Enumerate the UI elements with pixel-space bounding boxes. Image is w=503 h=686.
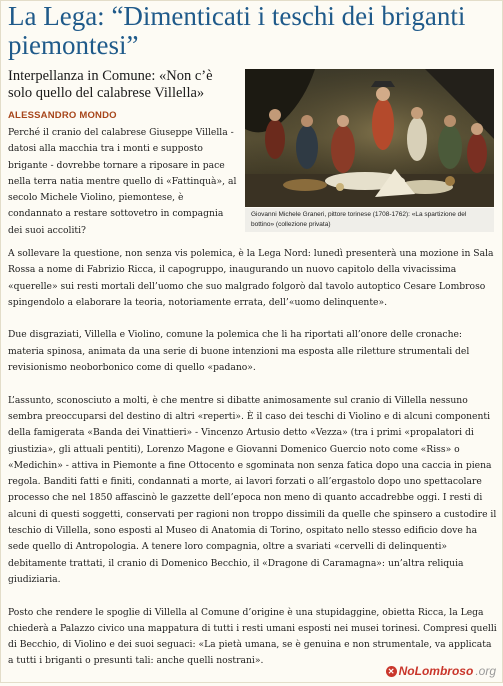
watermark-logo-icon: ✕ <box>386 666 397 677</box>
site-watermark <box>386 664 496 678</box>
body-paragraph: L’assunto, sconosciuto a molti, è che mentre si dibatte animosamente sul cranio di Villella nessuno sembra preoccuparsi del destino di altri «reperti». È il caso dei teschi di Violino e di alcuni componenti della famigerata «Banda dei Vinattieri» - Vincenzo Artusio detto «Vezza» (tra i primi «propalatori di giustizia», gli attuali pentiti), Lorenzo Magone e Giovanni Domenico Guercio noto come «Riss» o «Medichin» - attiva in Piemonte a fine Ottocento e sgominata non senza fatica dopo una caccia in piena regola. Banditi fatti e finiti, condannati a morte, ai lavori forzati o all’ergastolo dopo uno spettacolare processo che nel 1850 affascinò le gazzette dell’epoca non meno di quanto accadrebbe oggi. I resti di alcuni di questi soggetti, conservati per ragioni non troppo dissimili da quelle che spinsero a custodire il teschio di Villella, sono esposti al Museo di Anatomia di Torino, ospitato nello stesso edificio dove ha sede quello di Antropologia. A tenere loro compagnia, oltre a svariati «cervelli di delinquenti» debitamente trattati, il cranio di Domenico Becchio, il «Dragone di Caramagna»: un’altra reliquia giudiziaria. <box>8 394 497 585</box>
article-subtitle: Interpellanza in Comune: «Non c’è solo quello del calabrese Villella» <box>8 68 213 101</box>
body-paragraph: Posto che rendere le spoglie di Villella al Comune d’origine è una stupidaggine, obietta Ricca, la Lega chiederà a Palazzo civico una mappatura di tutti i resti umani esposti nei musei torinesi. Compresi quelli di Becchio, di Violino e dei suoi seguaci: «La pietà umana, se è genuina e non strumentale, va applicata a tutti i briganti o presunti tali: anche quelli nostrani». <box>8 606 497 667</box>
painting-image <box>245 69 494 207</box>
article-title: La Lega: “Dimenticati i teschi dei briganti piemontesi” <box>8 1 466 60</box>
author-byline: ALESSANDRO MONDO <box>8 110 117 121</box>
image-caption <box>245 208 494 232</box>
body-paragraph: A sollevare la questione, non senza vis polemica, è la Lega Nord: lunedì presenterà una mozione in Sala Rossa a nome di Fabrizio Ricca, il capogruppo, inaugurando un nuovo capitolo della vivacissima «querelle» sui resti mortali dell’uomo che suo malgrado folgorò dal tavolo autoptico Cesare Lombroso spingendolo a elaborare la teoria, notoriamente errata, dell’«uomo delinquente». <box>8 248 494 308</box>
article-body <box>8 246 497 686</box>
body-paragraph: Due disgraziati, Villella e Violino, comune la polemica che li ha riportati all’onore delle cronache: materia spinosa, animata da una serie di buone intenzioni ma esposta alle riletture strumentali del revisionismo neoborbonico come di quello «padano». <box>8 329 470 374</box>
image-caption-text: Giovanni Michele Graneri, pittore torinese (1708-1762): «La spartizione del bottino» (collezione privata) <box>251 211 467 228</box>
watermark-suffix: .org <box>475 664 496 678</box>
lead-paragraph: Perché il cranio del calabrese Giuseppe Villella - datosi alla macchia tra i monti e supposto brigante - dovrebbe tornare a riposare in pace nella terra natia mentre quello di «Fattinquà», al secolo Michele Violino, piemontese, è condannato a restare sottovetro in compagnia dei suoi accoliti? <box>8 127 237 236</box>
watermark-text: NoLombroso <box>398 664 474 678</box>
